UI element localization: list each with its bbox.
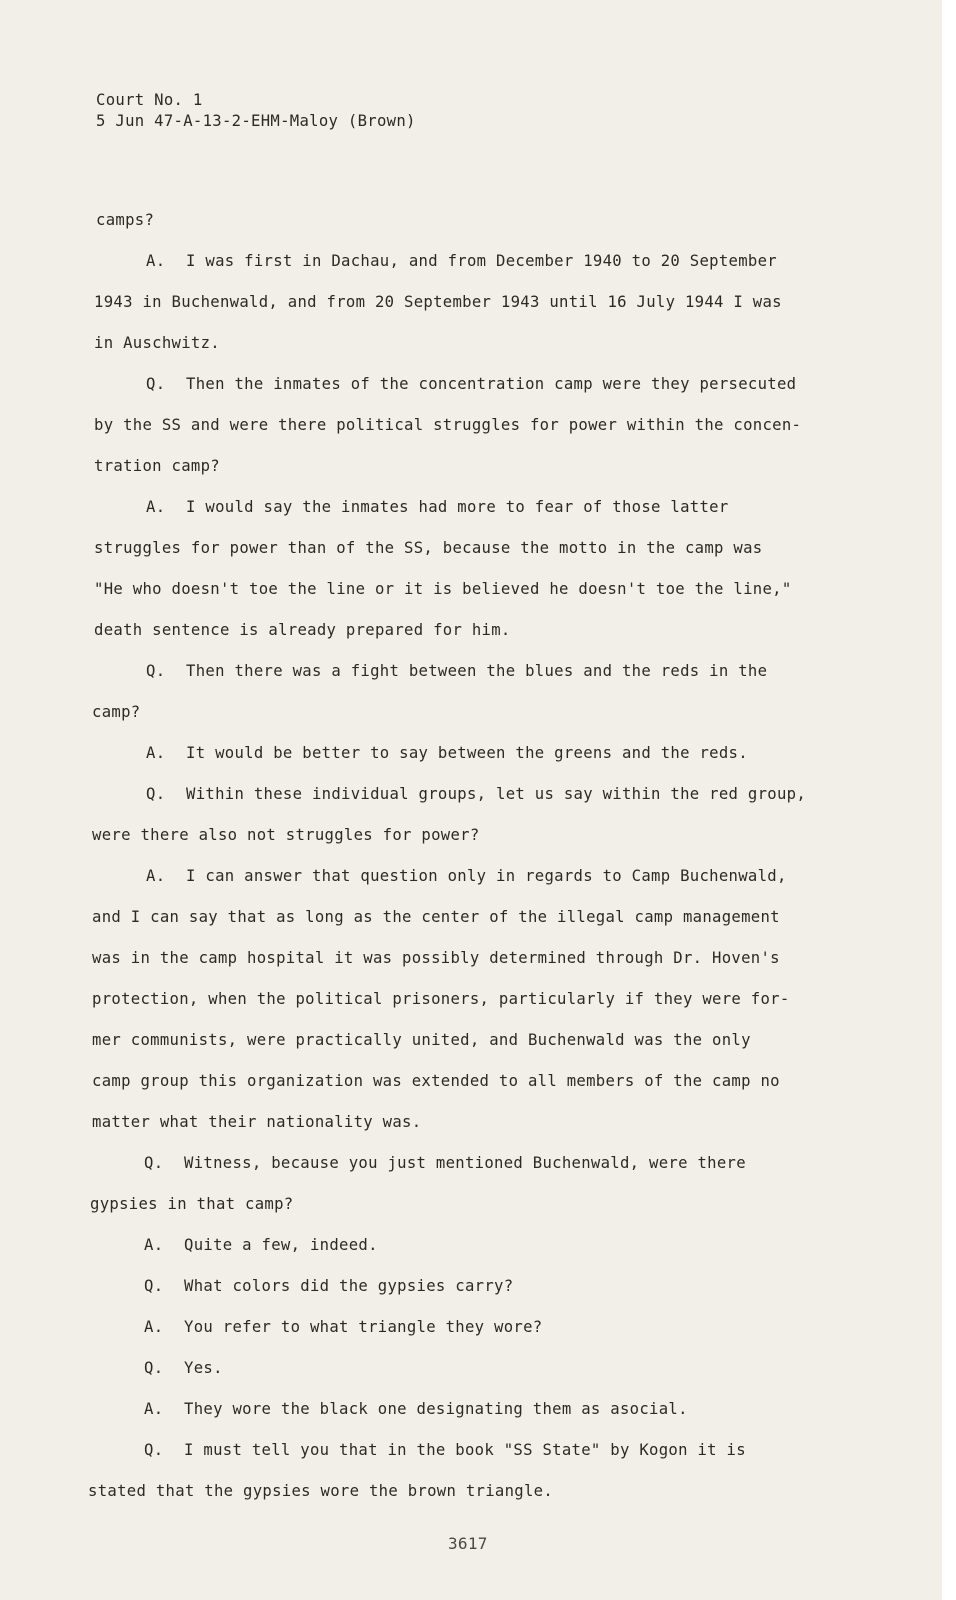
- transcript-line: [92, 1030, 751, 1050]
- transcript-line: [146, 661, 767, 681]
- transcript-line: [94, 620, 511, 640]
- transcript-line-text: I must tell you that in the book "SS State" by Kogon it is: [184, 1441, 746, 1459]
- transcript-line-text: 1943 in Buchenwald, and from 20 September 1943 until 16 July 1944 I was: [94, 293, 782, 311]
- transcript-line-text: camp?: [92, 703, 141, 721]
- transcript-line-text: in Auschwitz.: [94, 334, 220, 352]
- speaker-label: A.: [146, 867, 166, 885]
- transcript-line-text: by the SS and were there political struggles for power within the concen-: [94, 416, 802, 434]
- transcript-line: [92, 825, 480, 845]
- speaker-label: Q.: [146, 375, 166, 393]
- transcript-line-text: stated that the gypsies wore the brown triangle.: [88, 1482, 554, 1500]
- transcript-line: [94, 456, 220, 476]
- court-number: Court No. 1: [96, 91, 203, 109]
- transcript-line-text: were there also not struggles for power?: [92, 826, 480, 844]
- transcript-line-text: mer communists, were practically united, and Buchenwald was the only: [92, 1031, 751, 1049]
- transcript-line-text: tration camp?: [94, 457, 220, 475]
- transcript-line: [94, 538, 763, 558]
- transcript-line-text: It would be better to say between the greens and the reds.: [186, 744, 748, 762]
- transcript-line: [92, 1112, 421, 1132]
- transcript-line-text: matter what their nationality was.: [92, 1113, 422, 1131]
- transcript-line-text: I can answer that question only in regards to Camp Buchenwald,: [186, 867, 787, 885]
- transcript-line: [94, 579, 792, 599]
- transcript-line: [144, 1276, 513, 1296]
- speaker-label: Q.: [144, 1359, 164, 1377]
- transcript-line-text: Yes.: [184, 1359, 223, 1377]
- transcript-line-text: Within these individual groups, let us say within the red group,: [186, 785, 807, 803]
- transcript-line-text: They wore the black one designating them as asocial.: [184, 1400, 688, 1418]
- scan-right-margin: [942, 0, 956, 1600]
- document-header: [96, 90, 416, 132]
- transcript-line: [144, 1358, 223, 1378]
- transcript-line-text: Witness, because you just mentioned Buchenwald, were there: [184, 1154, 746, 1172]
- transcript-line: [146, 374, 796, 394]
- transcript-line: [92, 948, 780, 968]
- transcript-line-text: gypsies in that camp?: [90, 1195, 294, 1213]
- transcript-line: [92, 907, 780, 927]
- transcript-line: [146, 743, 748, 763]
- transcript-line-text: death sentence is already prepared for him.: [94, 621, 511, 639]
- speaker-label: A.: [144, 1318, 164, 1336]
- transcript-line: [94, 292, 782, 312]
- speaker-label: A.: [144, 1236, 164, 1254]
- transcript-line-text: I was first in Dachau, and from December 1940 to 20 September: [186, 252, 777, 270]
- transcript-line: [92, 1071, 780, 1091]
- transcript-line-text: I would say the inmates had more to fear of those latter: [186, 498, 729, 516]
- transcript-line: [94, 333, 220, 353]
- transcript-line: [90, 1194, 293, 1214]
- transcript-line: [94, 415, 801, 435]
- transcript-line: [146, 784, 806, 804]
- transcript-line-text: You refer to what triangle they wore?: [184, 1318, 543, 1336]
- transcript-line: [92, 702, 140, 722]
- transcript-line-text: camps?: [96, 211, 155, 229]
- speaker-label: A.: [146, 744, 166, 762]
- transcript-line-text: Quite a few, indeed.: [184, 1236, 378, 1254]
- transcript-line-text: camp group this organization was extended to all members of the camp no: [92, 1072, 780, 1090]
- transcript-line-text: struggles for power than of the SS, because the motto in the camp was: [94, 539, 763, 557]
- speaker-label: Q.: [146, 785, 166, 803]
- transcript-line: [88, 1481, 553, 1501]
- transcript-line-text: and I can say that as long as the center of the illegal camp management: [92, 908, 780, 926]
- transcript-line: [144, 1235, 378, 1255]
- speaker-label: A.: [144, 1400, 164, 1418]
- speaker-label: Q.: [146, 662, 166, 680]
- page-number: 3617: [448, 1534, 488, 1553]
- transcript-line-text: Then the inmates of the concentration camp were they persecuted: [186, 375, 797, 393]
- transcript-line-text: "He who doesn't toe the line or it is believed he doesn't toe the line,": [94, 580, 792, 598]
- transcript-line: [92, 989, 790, 1009]
- document-reference: 5 Jun 47-A-13-2-EHM-Maloy (Brown): [96, 112, 416, 130]
- speaker-label: Q.: [144, 1441, 164, 1459]
- transcript-line-text: was in the camp hospital it was possibly determined through Dr. Hoven's: [92, 949, 780, 967]
- transcript-line-text: protection, when the political prisoners, particularly if they were for-: [92, 990, 790, 1008]
- transcript-line: [144, 1440, 746, 1460]
- transcript-line: [144, 1399, 688, 1419]
- transcript-line: [146, 251, 777, 271]
- transcript-line-text: What colors did the gypsies carry?: [184, 1277, 514, 1295]
- speaker-label: Q.: [144, 1277, 164, 1295]
- speaker-label: A.: [146, 252, 166, 270]
- transcript-line-text: Then there was a fight between the blues and the reds in the: [186, 662, 768, 680]
- transcript-line: [146, 497, 729, 517]
- transcript-line: [144, 1317, 542, 1337]
- speaker-label: Q.: [144, 1154, 164, 1172]
- transcript-line: [146, 866, 787, 886]
- transcript-line: [144, 1153, 746, 1173]
- transcript-line: [96, 210, 154, 230]
- speaker-label: A.: [146, 498, 166, 516]
